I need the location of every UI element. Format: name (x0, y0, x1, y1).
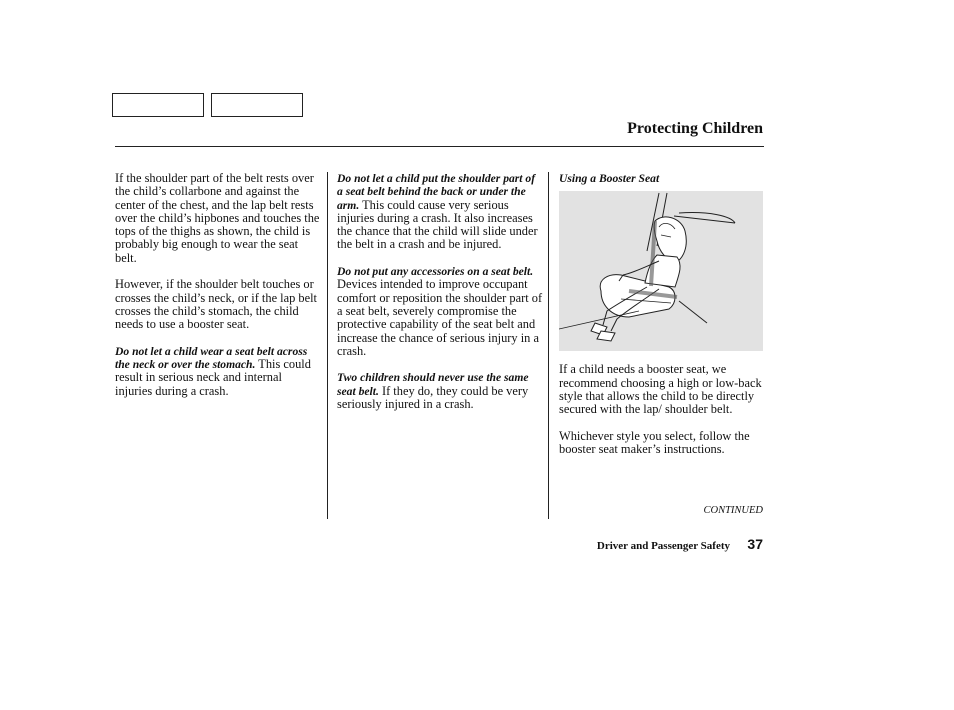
warning-text: Do not let a child put the shoulder part of a seat belt behind the back or under the arm. (337, 172, 536, 212)
section-subheading: Using a Booster Seat (559, 172, 660, 185)
column-3 (559, 172, 769, 470)
paragraph-text: This could result in serious neck and internal injuries during a crash. (115, 357, 311, 398)
child-in-booster-seat-image (559, 191, 763, 351)
booster-seat-illustration (559, 191, 763, 351)
column-divider-2 (548, 172, 549, 519)
nav-button-1[interactable] (112, 93, 204, 117)
column-1 (115, 172, 321, 411)
page-title: Protecting Children (627, 120, 763, 137)
warning-paragraph (115, 345, 321, 398)
warning-text: Do not let a child wear a seat belt across the neck or over the stomach. (115, 344, 308, 372)
column-divider-1 (327, 172, 328, 519)
paragraph: Whichever style you select, follow the booster seat maker’s instructions. (559, 428, 750, 457)
warning-paragraph (337, 265, 543, 358)
section-footer-label: Driver and Passenger Safety (596, 540, 730, 552)
paragraph-text: This could cause very serious injuries during a crash. It also increases the chance that the child will slide under the belt in a crash and be injured. (337, 197, 538, 252)
warning-paragraph (337, 371, 543, 411)
nav-button-2[interactable] (211, 93, 303, 117)
column-2 (337, 172, 543, 425)
paragraph-text: Devices intended to improve occupant comfort or reposition the shoulder part of a seat belt, severely compromise the protective capability of the seat belt and increase the chance of serious injury in a crash. (337, 277, 543, 358)
header-rule (115, 146, 764, 147)
paragraph-text: If they do, they could be very seriously injured in a crash. (337, 383, 529, 412)
page-number: 37 (747, 536, 763, 552)
warning-paragraph (337, 172, 543, 252)
warning-text: Two children should never use the same seat belt. (337, 371, 529, 398)
warning-text: Do not put any accessories on a seat belt. (337, 265, 534, 279)
continued-label: CONTINUED (703, 505, 763, 516)
paragraph: If the shoulder part of the belt rests over the child’s collarbone and against the center of the chest, and the lap belt rests over the child’s hipbones and touches the tops of the thighs as shown, the child is probably big enough to wear the seat belt. (115, 171, 320, 265)
paragraph: However, if the shoulder belt touches or crosses the child’s neck, or if the lap belt crosses the child’s stomach, the child needs to use a booster seat. (115, 277, 317, 332)
paragraph: If a child needs a booster seat, we recommend choosing a high or low-back style that allows the child to be directly secured with the lap/ shoulder belt. (559, 362, 762, 417)
